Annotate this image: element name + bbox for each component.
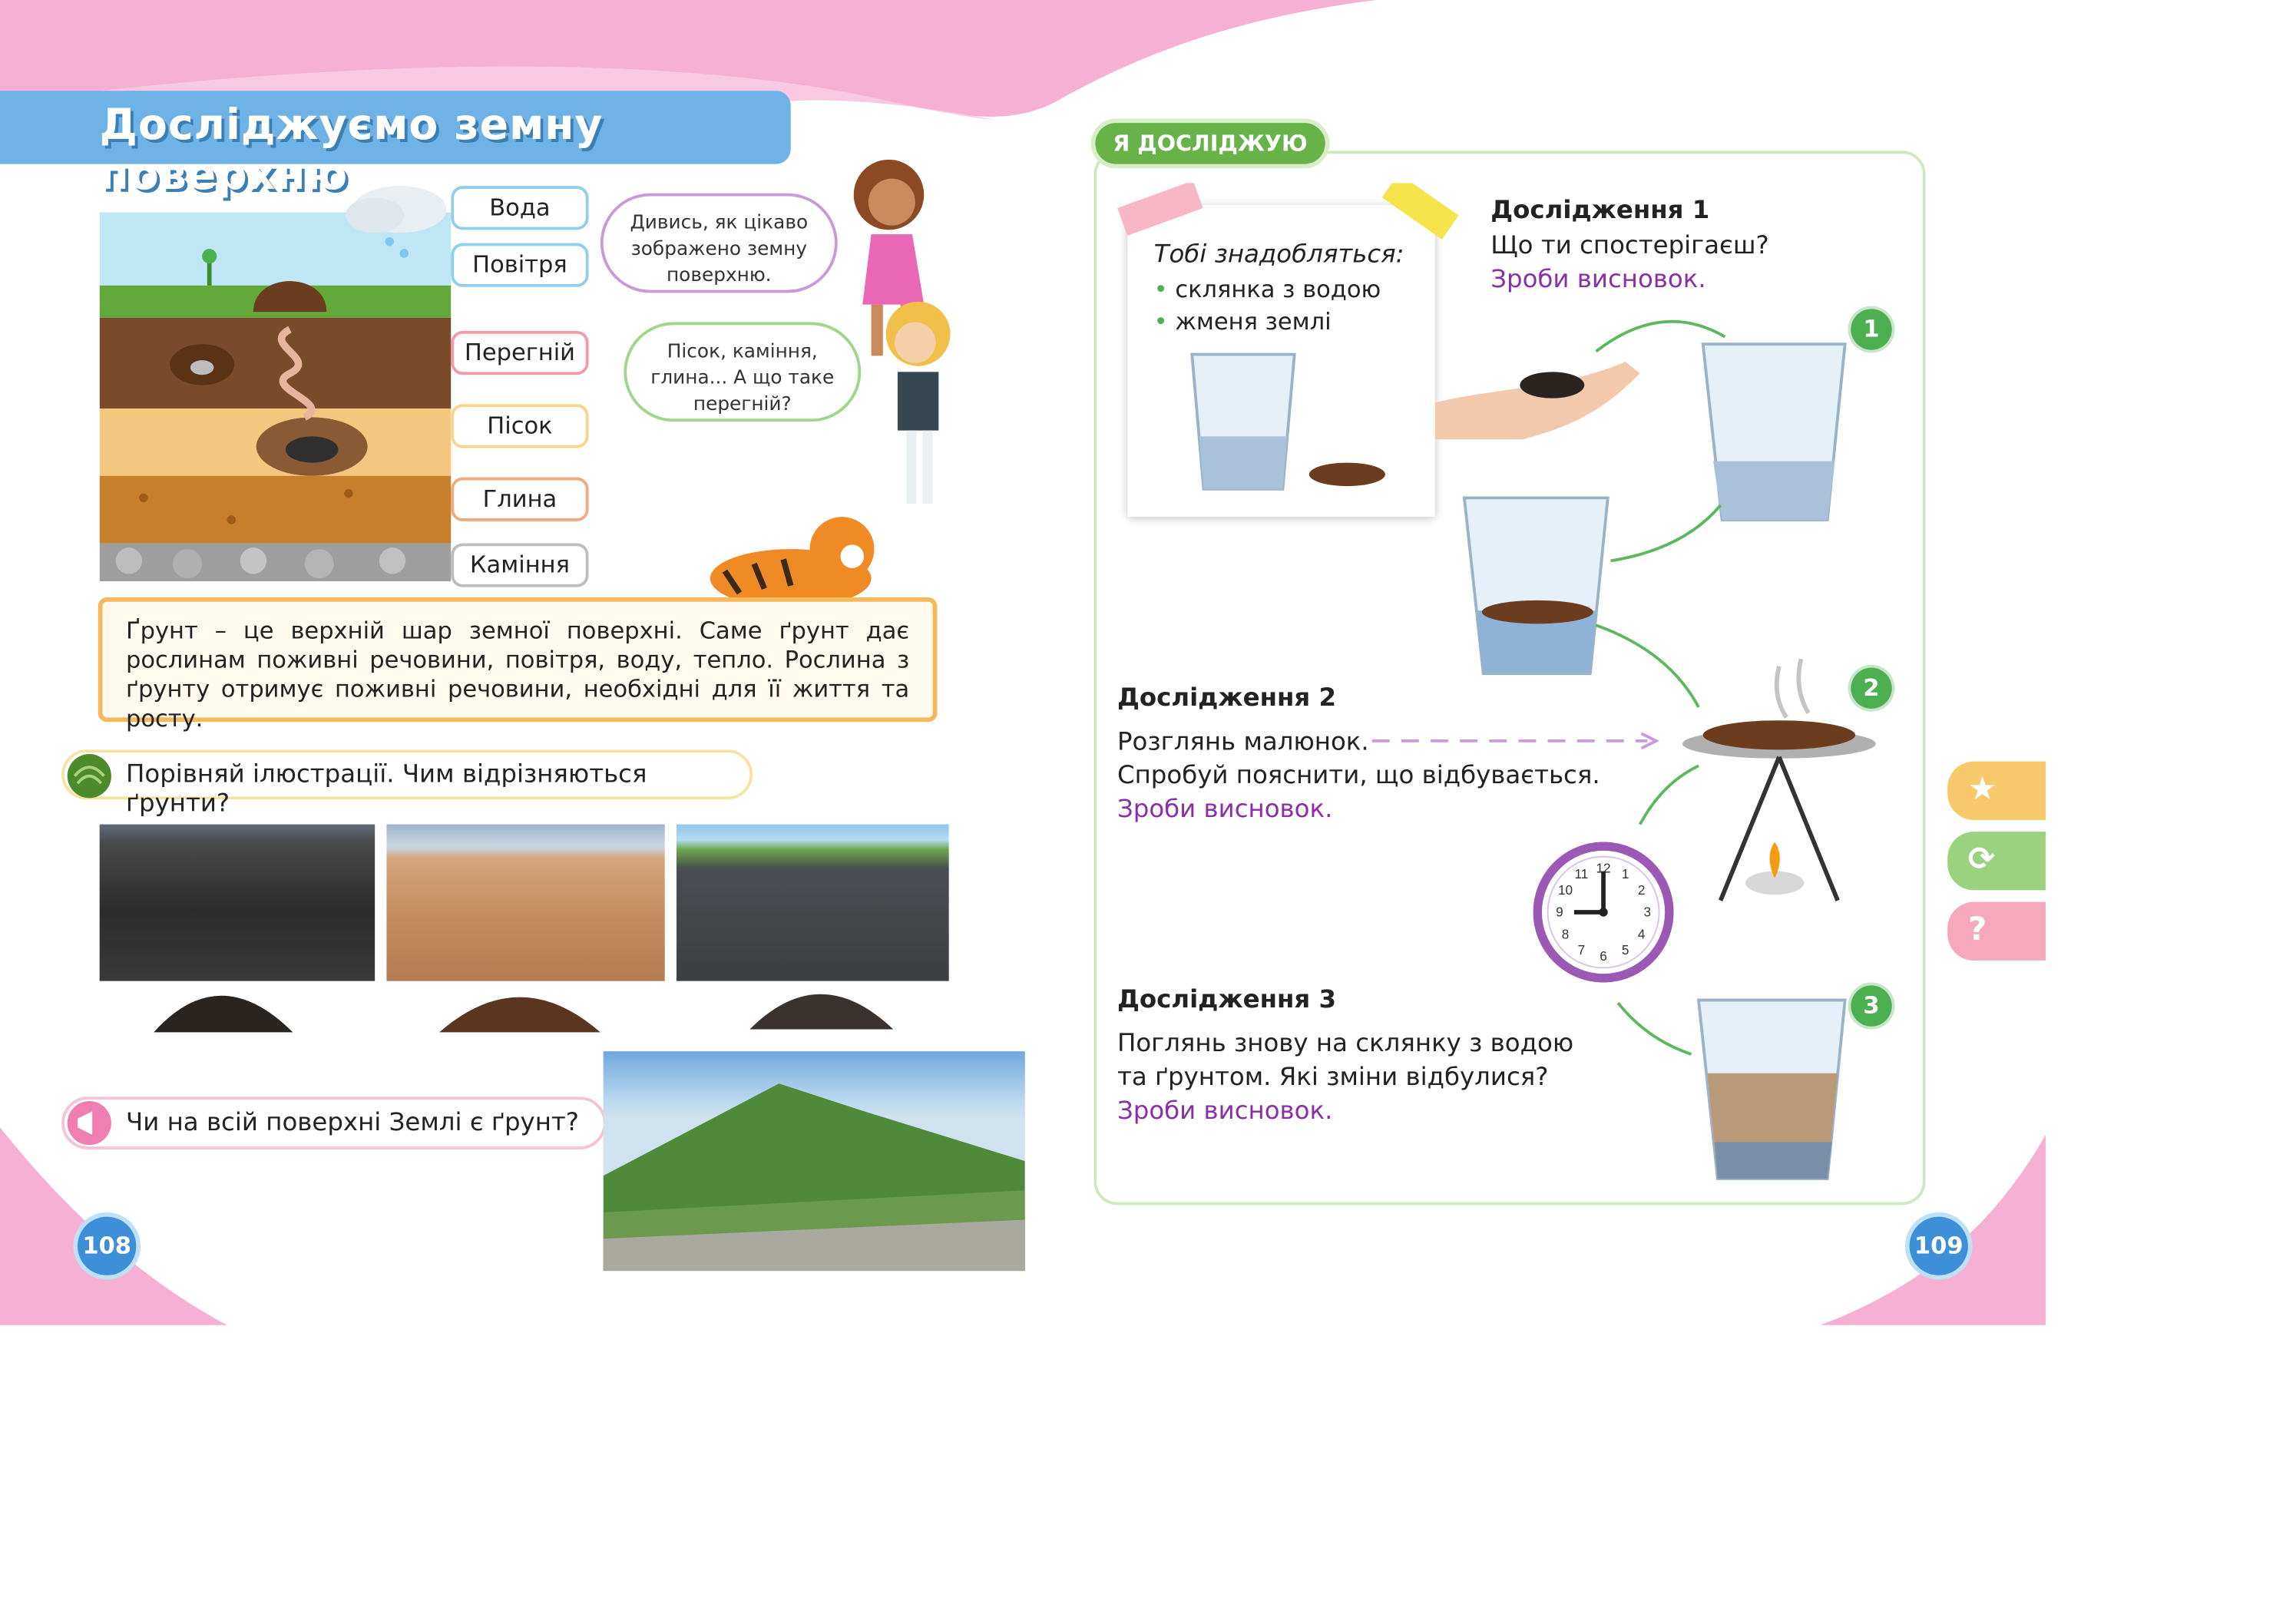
compare-task-bar (61, 749, 753, 819)
study2-line2: Спробуй пояснити, що відбувається. (1117, 761, 1600, 791)
megaphone-icon (65, 1100, 114, 1149)
clock-number: 1 (1621, 866, 1629, 882)
clock-number: 6 (1600, 948, 1607, 964)
step-badge-2: 2 (1851, 668, 1891, 709)
soil-photo-dry-cracked (386, 825, 664, 981)
study3-line2: та ґрунтом. Які зміни відбулися? (1117, 1063, 1549, 1093)
step-badge-3: 3 (1851, 985, 1891, 1026)
watermelon-icon (65, 751, 114, 801)
clock-number: 5 (1621, 942, 1629, 958)
layer-label-water: Вода (451, 186, 588, 230)
layer-label-sand: Пісок (451, 404, 588, 448)
study2-line1: Розглянь малюнок. (1117, 727, 1369, 757)
clock-number: 7 (1577, 942, 1586, 958)
question-icon: ? (1967, 911, 1987, 949)
study3-line1: Поглянь знову на склянку з водою (1117, 1029, 1574, 1059)
star-icon: ★ (1967, 771, 1997, 809)
tape-strips (1113, 183, 1464, 249)
study3-conclusion: Зроби висновок. (1117, 1096, 1333, 1126)
title-banner (0, 91, 791, 200)
question-bar (61, 1096, 606, 1149)
page-number-109: 109 (1910, 1217, 1968, 1275)
material-item: • жменя землі (1153, 307, 1332, 336)
clock-number: 8 (1561, 926, 1570, 942)
clock-illustration (1533, 842, 1674, 982)
clock-number: 11 (1574, 866, 1589, 882)
clock-number: 12 (1596, 860, 1611, 876)
study1-line: Що ти спостерігаєш? (1490, 231, 1769, 261)
mountain-photo (604, 1051, 1025, 1271)
refresh-icon: ⟳ (1967, 842, 1996, 879)
material-item-text: жменя землі (1175, 307, 1332, 336)
study2-title: Дослідження 2 (1117, 683, 1337, 713)
soil-photo-gray-field (677, 825, 949, 981)
layer-label-clay: Глина (451, 478, 588, 521)
study1-conclusion: Зроби висновок. (1490, 265, 1706, 295)
clock-number: 9 (1556, 904, 1563, 920)
layer-label-air: Повітря (451, 243, 588, 287)
study2-conclusion: Зроби висновок. (1117, 795, 1333, 825)
clock-number: 4 (1637, 926, 1646, 942)
refresh-button[interactable] (1947, 832, 2046, 890)
star-button[interactable] (1947, 762, 2046, 820)
soil-photo-black (100, 825, 375, 981)
page-number-108: 108 (78, 1217, 136, 1275)
step-badge-1: 1 (1851, 309, 1891, 349)
mountain-shape (604, 1051, 1025, 1271)
dashed-arrow (1369, 729, 1662, 753)
clock-number: 2 (1637, 882, 1646, 898)
soil-layers-illustration (100, 183, 452, 581)
glass-and-soil-illustration (1186, 349, 1406, 495)
material-item: • склянка з водою (1153, 275, 1381, 303)
speech-bubble-boy: Пісок, каміння, глина... А що таке перегній? (624, 322, 861, 422)
question-text: Чи на всій поверхні Землі є ґрунт? (125, 1108, 580, 1138)
clock-number: 10 (1557, 882, 1573, 898)
material-item-text: склянка з водою (1175, 275, 1381, 303)
speech-bubble-girl: Дивись, як цікаво зображено земну поверхню. (600, 193, 838, 293)
definition-text: Ґрунт – це верхній шар земної поверхні. Саме ґрунт дає рослинам поживні речовини, повітря, воду, тепло. Рослина з ґрунту отримує поживні речовини, необхідні для її життя та росту. (125, 616, 910, 733)
materials-title: Тобі знадобляться: (1153, 240, 1404, 270)
layer-label-humus: Перегній (451, 331, 588, 375)
clock-number: 3 (1643, 904, 1652, 920)
layer-label-stones: Каміння (451, 543, 588, 587)
definition-box (98, 597, 938, 733)
help-button[interactable] (1947, 902, 2046, 961)
soil-piles (147, 959, 967, 1040)
compare-task-text: Порівняй ілюстрації. Чим відрізняються ґрунти? (125, 759, 647, 819)
materials-note (1127, 205, 1434, 517)
children-characters (827, 129, 974, 517)
study1-title: Дослідження 1 (1490, 196, 1710, 226)
page-title: Досліджуємо земну поверхню (99, 99, 604, 200)
study3-title: Дослідження 3 (1117, 985, 1337, 1015)
section-tag: Я ДОСЛІДЖУЮ (1095, 123, 1325, 164)
